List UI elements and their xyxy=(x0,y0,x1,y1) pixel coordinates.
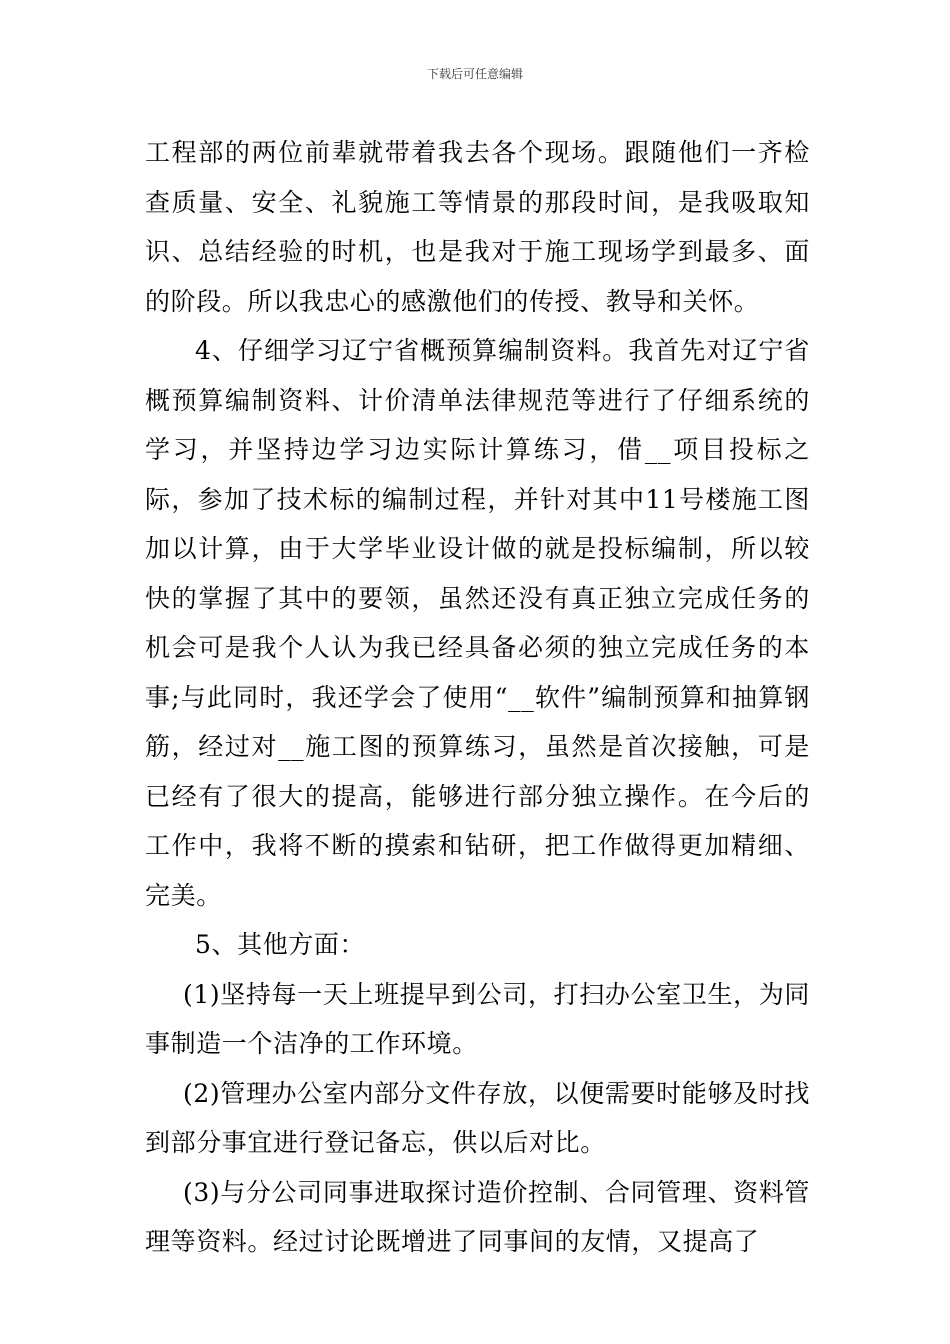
paragraph-item-5: 5、其他方面： xyxy=(195,930,366,959)
page-header: 下载后可任意编辑 xyxy=(426,67,523,81)
paragraph-subitem-3: (3)与分公司同事进取探讨造价控制、合同管理、资料管理等资料。经过讨论既增进了同事间的友情，又提高了 xyxy=(145,1177,810,1256)
document-body xyxy=(145,128,810,1267)
paragraph-continuation: 工程部的两位前辈就带着我去各个现场。跟随他们一齐检查质量、安全、礼貌施工等情景的那段时间，是我吸取知识、总结经验的时机，也是我对于施工现场学到最多、面的阶段。所以我忠心的感激他们的传授、教导和关怀。 xyxy=(145,138,810,316)
paragraph-subitem-2: (2)管理办公室内部分文件存放，以便需要时能够及时找到部分事宜进行登记备忘，供以后对比。 xyxy=(145,1078,810,1157)
paragraph-item-4: 4、仔细学习辽宁省概预算编制资料。我首先对辽宁省概预算编制资料、计价清单法律规范等进行了仔细系统的学习，并坚持边学习边实际计算练习，借__项目投标之际，参加了技术标的编制过程，并针对其中11号楼施工图加以计算，由于大学毕业设计做的就是投标编制，所以较快的掌握了其中的要领，虽然还没有真正独立完成任务的机会可是我个人认为我已经具备必须的独立完成任务的本事;与此同时，我还学会了使用“__软件”编制预算和抽算钢筋，经过对__施工图的预算练习，虽然是首次接触，可是已经有了很大的提高，能够进行部分独立操作。在今后的工作中，我将不断的摸索和钻研，把工作做得更加精细、完美。 xyxy=(145,336,810,910)
paragraph-subitem-1: (1)坚持每一天上班提早到公司，打扫办公室卫生，为同事制造一个洁净的工作环境。 xyxy=(145,979,810,1058)
